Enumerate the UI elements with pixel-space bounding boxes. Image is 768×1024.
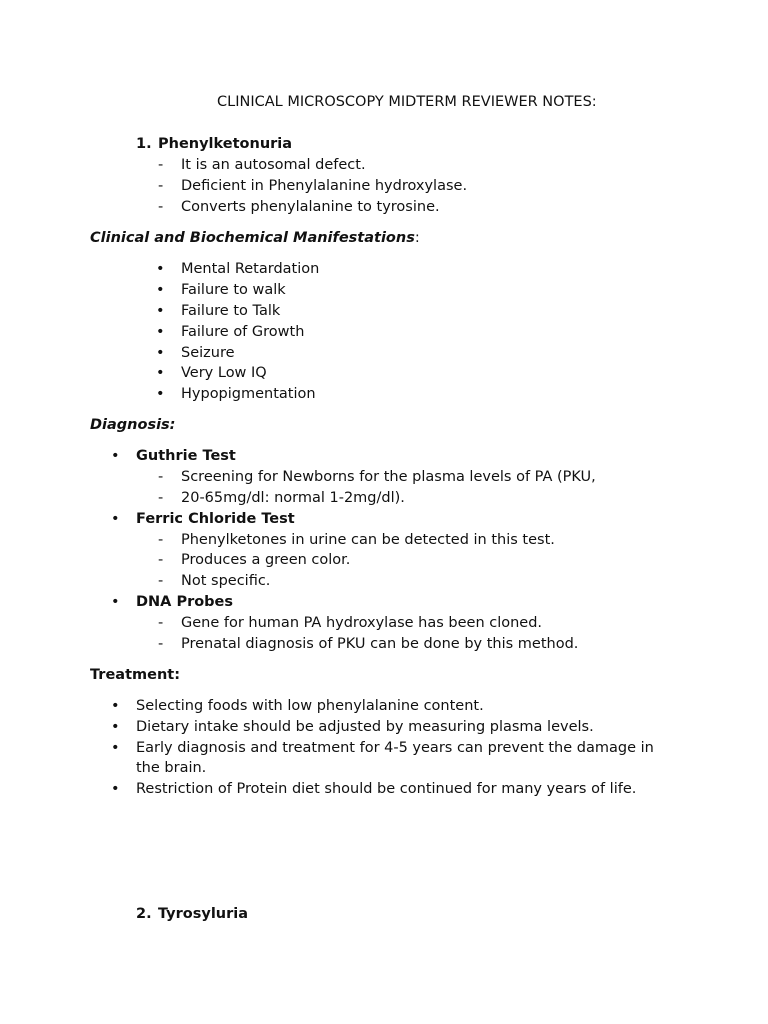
- diagnosis-heading: Diagnosis:: [90, 417, 176, 433]
- dash-marker: -: [158, 573, 164, 589]
- list-item: Very Low IQ: [181, 365, 267, 381]
- list-item: Failure to walk: [181, 282, 286, 298]
- list-item: Seizure: [181, 345, 235, 361]
- test-name: DNA Probes: [136, 594, 234, 610]
- bullet-marker: •: [111, 448, 120, 464]
- bullet-marker: •: [111, 740, 120, 756]
- dash-marker: -: [158, 636, 164, 652]
- list-item: Early diagnosis and treatment for 4-5 years can prevent the damage in: [136, 740, 654, 756]
- list-item-continuation: the brain.: [136, 760, 207, 776]
- list-item: Mental Retardation: [181, 261, 320, 277]
- bullet-marker: •: [156, 261, 165, 277]
- list-item: Phenylketones in urine can be detected in this test.: [181, 532, 555, 548]
- test-name: Guthrie Test: [136, 448, 236, 464]
- bullet-marker: •: [156, 282, 165, 298]
- dash-marker: -: [158, 157, 164, 173]
- bullet-marker: •: [111, 511, 120, 527]
- manifestations-heading: Clinical and Biochemical Manifestations: [90, 230, 415, 246]
- dash-marker: -: [158, 469, 164, 485]
- list-item: Converts phenylalanine to tyrosine.: [181, 199, 440, 215]
- bullet-marker: •: [111, 781, 120, 797]
- list-item: Hypopigmentation: [181, 386, 316, 402]
- list-item: Produces a green color.: [181, 552, 351, 568]
- dash-marker: -: [158, 199, 164, 215]
- list-item: Failure to Talk: [181, 303, 281, 319]
- bullet-marker: •: [111, 698, 120, 714]
- list-item: Restriction of Protein diet should be continued for many years of life.: [136, 781, 637, 797]
- list-item: It is an autosomal defect.: [181, 157, 366, 173]
- manifestations-heading-line: [90, 229, 420, 247]
- treatment-heading: Treatment:: [90, 667, 180, 683]
- list-item: Deficient in Phenylalanine hydroxylase.: [181, 178, 468, 194]
- section-1-number: 1.: [136, 136, 152, 152]
- bullet-marker: •: [111, 719, 120, 735]
- bullet-marker: •: [156, 324, 165, 340]
- list-item: Not specific.: [181, 573, 271, 589]
- list-item: Dietary intake should be adjusted by measuring plasma levels.: [136, 719, 594, 735]
- page-title: CLINICAL MICROSCOPY MIDTERM REVIEWER NOTES:: [217, 94, 597, 110]
- test-name: Ferric Chloride Test: [136, 511, 295, 527]
- section-2-number: 2.: [136, 906, 152, 922]
- dash-marker: -: [158, 552, 164, 568]
- list-item: Screening for Newborns for the plasma levels of PA (PKU,: [181, 469, 596, 485]
- list-item: Selecting foods with low phenylalanine content.: [136, 698, 484, 714]
- bullet-marker: •: [156, 345, 165, 361]
- list-item: Failure of Growth: [181, 324, 305, 340]
- bullet-marker: •: [156, 365, 165, 381]
- section-1-heading: Phenylketonuria: [158, 136, 293, 152]
- manifestations-colon: :: [414, 230, 420, 246]
- dash-marker: -: [158, 490, 164, 506]
- dash-marker: -: [158, 532, 164, 548]
- dash-marker: -: [158, 615, 164, 631]
- dash-marker: -: [158, 178, 164, 194]
- bullet-marker: •: [156, 386, 165, 402]
- list-item: Prenatal diagnosis of PKU can be done by this method.: [181, 636, 579, 652]
- section-2-heading: Tyrosyluria: [158, 906, 249, 922]
- bullet-marker: •: [156, 303, 165, 319]
- bullet-marker: •: [111, 594, 120, 610]
- list-item: Gene for human PA hydroxylase has been cloned.: [181, 615, 543, 631]
- list-item: 20-65mg/dl: normal 1-2mg/dl).: [181, 490, 405, 506]
